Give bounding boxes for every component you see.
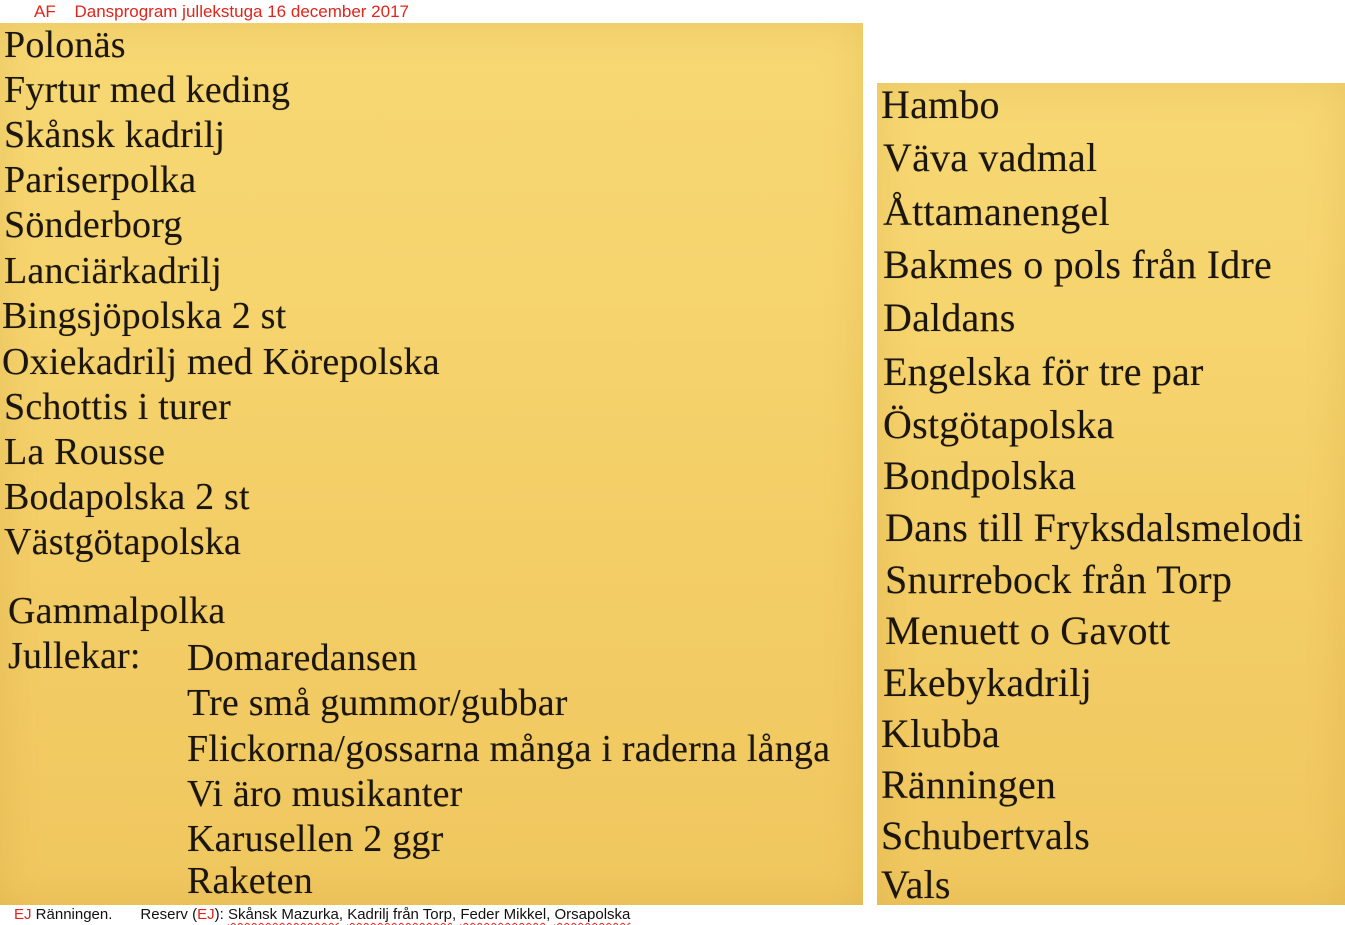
- left-dance-item: Bingsjöpolska 2 st: [2, 295, 287, 337]
- footer-note: [14, 905, 630, 925]
- footer-ej-reserv: EJ: [197, 906, 215, 923]
- jullek-item: Vi äro musikanter: [187, 773, 463, 815]
- header-title: Dansprogram jullekstuga 16 december 2017: [74, 2, 409, 21]
- right-dance-item: Bakmes o pols från Idre: [883, 242, 1272, 287]
- right-dance-item: Menuett o Gavott: [885, 608, 1171, 653]
- jullek-item: Domaredansen: [187, 637, 418, 679]
- footer-separator: ,: [451, 906, 461, 923]
- right-dance-item: Ekebykadrilj: [883, 660, 1093, 705]
- right-dance-item: Väva vadmal: [883, 135, 1098, 180]
- right-dance-item: Schubertvals: [881, 813, 1091, 858]
- jullekar-label: Jullekar:: [8, 635, 141, 677]
- footer-separator: ,: [338, 906, 348, 923]
- footer-reserv-open: Reserv (: [140, 906, 198, 923]
- left-dance-item: Bodapolska 2 st: [4, 476, 250, 518]
- right-dance-item: Östgötapolska: [883, 402, 1115, 447]
- reserve-dance-item: Skånsk Mazurka: [227, 906, 339, 923]
- jullek-item: Karusellen 2 ggr: [187, 818, 444, 860]
- jullek-item: Raketen: [187, 860, 313, 902]
- left-dance-item: Oxiekadrilj med Körepolska: [2, 341, 440, 383]
- right-dance-item: Snurrebock från Torp: [885, 557, 1233, 602]
- left-dance-item: Schottis i turer: [4, 386, 231, 428]
- left-dance-item: Polonäs: [4, 24, 126, 66]
- footer-separator: ,: [546, 906, 555, 923]
- left-dance-item: Skånsk kadrilj: [4, 114, 226, 156]
- footer-ranningen: Ränningen.: [31, 906, 113, 923]
- right-dance-item: Hambo: [881, 83, 1000, 127]
- left-dance-item: Sönderborg: [4, 204, 183, 246]
- right-dance-item: Åttamanengel: [883, 189, 1110, 234]
- jullek-item: Flickorna/gossarna många i raderna långa: [187, 728, 831, 770]
- left-dance-item: La Rousse: [4, 431, 166, 473]
- reserve-dance-item: Kadrilj från Torp: [347, 906, 452, 923]
- left-dance-item: Västgötapolska: [4, 521, 242, 563]
- right-dance-item: Engelska för tre par: [883, 349, 1204, 394]
- right-dance-item: Dans till Fryksdalsmelodi: [885, 505, 1304, 550]
- reserve-dance-item: Feder Mikkel: [460, 906, 547, 923]
- footer-reserv-close: ):: [214, 906, 228, 923]
- right-dance-item: Ränningen: [881, 762, 1057, 807]
- right-dance-item: Klubba: [881, 711, 1000, 756]
- gammalpolka-item: Gammalpolka: [8, 590, 226, 632]
- reserve-dance-item: Orsapolska: [554, 906, 631, 923]
- footer-ej-label: EJ: [14, 906, 32, 923]
- right-paper-photo: [877, 83, 1345, 905]
- left-dance-item: Lanciärkadrilj: [4, 250, 223, 292]
- left-paper-photo: [0, 23, 863, 905]
- right-dance-item: Bondpolska: [883, 453, 1077, 498]
- document-header: [34, 1, 409, 23]
- header-af: AF: [34, 2, 56, 21]
- jullek-item: Tre små gummor/gubbar: [187, 682, 568, 724]
- right-dance-item: Daldans: [883, 295, 1016, 340]
- right-dance-item: Vals: [881, 862, 951, 905]
- left-dance-item: Pariserpolka: [4, 159, 197, 201]
- left-dance-item: Fyrtur med keding: [4, 69, 291, 111]
